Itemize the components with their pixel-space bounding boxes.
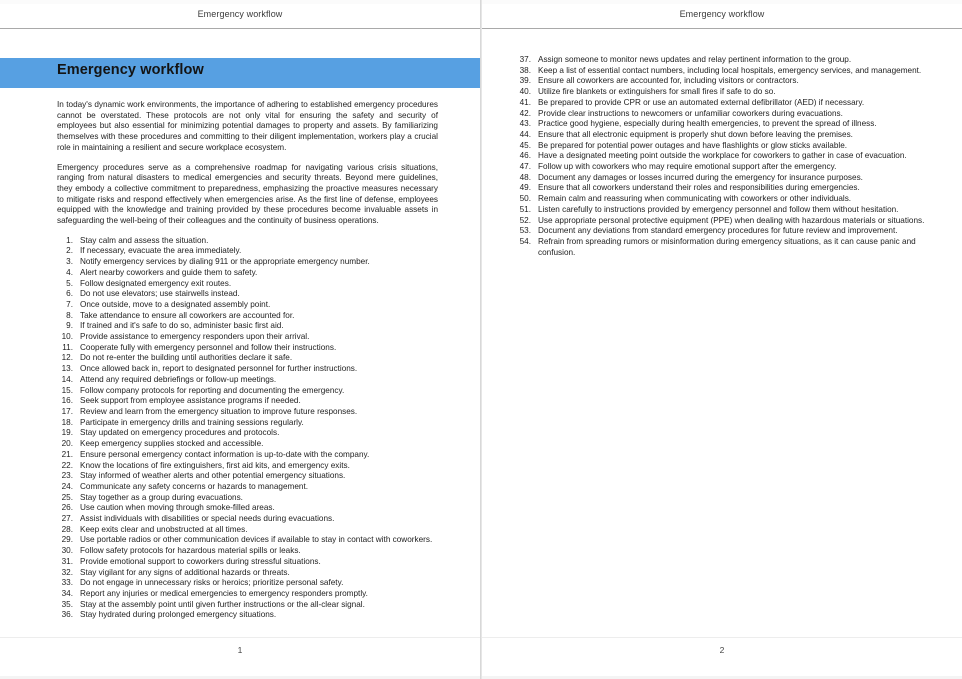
list-item bbox=[515, 216, 935, 227]
list-item-number: 19. bbox=[61, 428, 73, 438]
list-item bbox=[57, 493, 438, 504]
list-item bbox=[515, 87, 935, 98]
list-item-text: Do not use elevators; use stairwells instead. bbox=[80, 289, 240, 299]
list-item-number: 20. bbox=[61, 439, 73, 449]
list-item-number: 27. bbox=[61, 514, 73, 524]
header-rule bbox=[0, 28, 480, 29]
emergency-steps-list-page-1 bbox=[57, 236, 438, 621]
list-item-text: If trained and it's safe to do so, administer basic first aid. bbox=[80, 321, 284, 331]
list-item bbox=[57, 418, 438, 429]
list-item-text: Provide clear instructions to newcomers or unfamiliar coworkers during evacuations. bbox=[538, 108, 843, 118]
list-item-text: Keep a list of essential contact numbers, including local hospitals, emergency services, and management. bbox=[538, 65, 922, 75]
list-item bbox=[515, 130, 935, 141]
list-item bbox=[515, 66, 935, 77]
list-item-number: 48. bbox=[519, 172, 531, 182]
list-item-text: Provide assistance to emergency responders upon their arrival. bbox=[80, 332, 310, 342]
list-item bbox=[57, 268, 438, 279]
list-item-text: Use portable radios or other communication devices if available to stay in contact with coworkers. bbox=[80, 535, 433, 545]
list-item-text: Stay hydrated during prolonged emergency situations. bbox=[80, 610, 277, 620]
page-number-1: 1 bbox=[237, 645, 243, 655]
list-item-text: Review and learn from the emergency situation to improve future responses. bbox=[80, 406, 358, 416]
list-item-text: Ensure personal emergency contact information is up-to-date with the company. bbox=[80, 449, 370, 459]
list-item-number: 32. bbox=[61, 567, 73, 577]
list-item-text: Be prepared for potential power outages and have flashlights or glow sticks available. bbox=[538, 140, 848, 150]
list-item-number: 21. bbox=[61, 449, 73, 459]
list-item-number: 18. bbox=[61, 417, 73, 427]
running-header-text: Emergency workflow bbox=[679, 9, 765, 19]
list-item-text: Seek support from employee assistance programs if needed. bbox=[80, 396, 301, 406]
header-rule bbox=[482, 28, 962, 29]
list-item-text: Participate in emergency drills and training sessions regularly. bbox=[80, 417, 304, 427]
list-item-number: 15. bbox=[61, 385, 73, 395]
list-item-text: Stay informed of weather alerts and other potential emergency situations. bbox=[80, 471, 346, 481]
list-item bbox=[515, 226, 935, 237]
intro-paragraph-2: Emergency procedures serve as a comprehensive roadmap for navigating various crisis situations, ranging from natural disasters to medical emergencies and security threats. Beyond mere guidelines, they embody a collective commitment to preparedness, emphasizing the proactive measures necessary to mitigate risks and respond effectively when emergencies arise. As the first line of defense, employees equipped with the knowledge and training provided by these procedures become invaluable assets in safeguarding the well-being of their colleagues and the continuity of business operations. bbox=[57, 162, 438, 226]
list-item-text: Ensure all coworkers are accounted for, including visitors or contractors. bbox=[538, 76, 799, 86]
list-item bbox=[57, 482, 438, 493]
list-item bbox=[57, 471, 438, 482]
list-item-text: Document any damages or losses incurred during the emergency for insurance purposes. bbox=[538, 172, 863, 182]
list-item-text: Stay updated on emergency procedures and protocols. bbox=[80, 428, 280, 438]
list-item-number: 3. bbox=[66, 257, 73, 267]
list-item-number: 5. bbox=[66, 278, 73, 288]
list-item-text: Document any deviations from standard emergency procedures for future review and improvement. bbox=[538, 226, 898, 236]
list-item-number: 37. bbox=[519, 55, 531, 64]
list-item-number: 8. bbox=[66, 310, 73, 320]
list-item bbox=[515, 151, 935, 162]
list-item-text: Stay vigilant for any signs of additional hazards or threats. bbox=[80, 567, 290, 577]
list-item bbox=[57, 450, 438, 461]
list-item-number: 26. bbox=[61, 503, 73, 513]
list-item-text: Cooperate fully with emergency personnel and follow their instructions. bbox=[80, 342, 337, 352]
list-item bbox=[515, 173, 935, 184]
running-header-page-1 bbox=[0, 0, 480, 22]
list-item bbox=[57, 535, 438, 546]
list-item-number: 46. bbox=[519, 151, 531, 161]
list-item-number: 35. bbox=[61, 599, 73, 609]
list-item bbox=[57, 386, 438, 397]
list-item-number: 52. bbox=[519, 215, 531, 225]
list-item-number: 24. bbox=[61, 481, 73, 491]
list-item-text: Provide emotional support to coworkers during stressful situations. bbox=[80, 556, 321, 566]
page-number-2: 2 bbox=[719, 645, 725, 655]
list-item-text: Practice good hygiene, especially during health emergencies, to prevent the spread of illness. bbox=[538, 119, 877, 129]
list-item bbox=[515, 162, 935, 173]
list-item-text: Follow up with coworkers who may require emotional support after the emergency. bbox=[538, 162, 837, 172]
list-item-text: Keep exits clear and unobstructed at all times. bbox=[80, 524, 248, 534]
list-item bbox=[57, 578, 438, 589]
list-item-number: 25. bbox=[61, 492, 73, 502]
page-title: Emergency workflow bbox=[57, 62, 204, 78]
list-item bbox=[57, 525, 438, 536]
list-item-number: 51. bbox=[519, 204, 531, 214]
list-item bbox=[57, 364, 438, 375]
list-item-text: Follow safety protocols for hazardous material spills or leaks. bbox=[80, 546, 301, 556]
list-item bbox=[515, 55, 935, 66]
list-item-number: 1. bbox=[66, 235, 73, 245]
list-item-text: Have a designated meeting point outside the workplace for coworkers to gather in case of evacuation. bbox=[538, 151, 907, 161]
list-item-number: 38. bbox=[519, 65, 531, 75]
list-item-text: Assist individuals with disabilities or special needs during evacuations. bbox=[80, 514, 335, 524]
list-item bbox=[57, 461, 438, 472]
list-item bbox=[57, 514, 438, 525]
footer-rule bbox=[482, 637, 962, 638]
list-item bbox=[515, 183, 935, 194]
list-item-number: 2. bbox=[66, 246, 73, 256]
list-item-number: 43. bbox=[519, 119, 531, 129]
list-item-number: 17. bbox=[61, 406, 73, 416]
list-item bbox=[57, 311, 438, 322]
list-item-text: Follow designated emergency exit routes. bbox=[80, 278, 232, 288]
list-item-text: Use caution when moving through smoke-filled areas. bbox=[80, 503, 275, 513]
list-item-number: 33. bbox=[61, 578, 73, 588]
emergency-steps-list-page-2 bbox=[515, 55, 935, 258]
list-item-number: 23. bbox=[61, 471, 73, 481]
list-item bbox=[57, 546, 438, 557]
list-item-text: Once outside, move to a designated assembly point. bbox=[80, 299, 271, 309]
list-item bbox=[57, 300, 438, 311]
list-item-text: Refrain from spreading rumors or misinformation during emergency situations, as it can cause panic and confusion. bbox=[538, 236, 916, 257]
list-item-text: Do not re-enter the building until authorities declare it safe. bbox=[80, 353, 293, 363]
list-item bbox=[57, 321, 438, 332]
list-item-number: 47. bbox=[519, 162, 531, 172]
list-item-number: 31. bbox=[61, 556, 73, 566]
list-item-text: Ensure that all coworkers understand their roles and responsibilities during emergencies. bbox=[538, 183, 860, 193]
list-item bbox=[57, 353, 438, 364]
list-item-text: Remain calm and reassuring when communicating with coworkers or other individuals. bbox=[538, 194, 852, 204]
list-item-text: Keep emergency supplies stocked and accessible. bbox=[80, 439, 264, 449]
running-header-page-2 bbox=[482, 0, 962, 22]
list-item-number: 11. bbox=[62, 342, 73, 352]
list-item-text: Notify emergency services by dialing 911 or the appropriate emergency number. bbox=[80, 257, 370, 267]
list-item bbox=[57, 439, 438, 450]
list-item bbox=[57, 600, 438, 611]
list-item-number: 49. bbox=[519, 183, 531, 193]
list-item-text: Ensure that all electronic equipment is properly shut down before leaving the premises. bbox=[538, 129, 853, 139]
list-item-number: 22. bbox=[61, 460, 73, 470]
list-item-text: Attend any required debriefings or follow-up meetings. bbox=[80, 374, 277, 384]
list-item-number: 44. bbox=[519, 129, 531, 139]
list-item bbox=[57, 236, 438, 247]
list-item bbox=[57, 557, 438, 568]
list-item-text: Know the locations of fire extinguishers, first aid kits, and emergency exits. bbox=[80, 460, 350, 470]
list-item-text: Use appropriate personal protective equipment (PPE) when dealing with hazardous materials or situations. bbox=[538, 215, 925, 225]
list-item bbox=[515, 119, 935, 130]
list-item-number: 12. bbox=[61, 353, 73, 363]
list-item-text: If necessary, evacuate the area immediately. bbox=[80, 246, 242, 256]
list-item bbox=[57, 257, 438, 268]
list-item-text: Report any injuries or medical emergencies to emergency responders promptly. bbox=[80, 588, 368, 598]
list-item-number: 39. bbox=[519, 76, 531, 86]
page-2 bbox=[481, 0, 962, 679]
list-item-number: 40. bbox=[519, 87, 531, 97]
list-item-text: Take attendance to ensure all coworkers are accounted for. bbox=[80, 310, 295, 320]
list-item bbox=[515, 141, 935, 152]
list-item-number: 10. bbox=[61, 332, 73, 342]
list-item-number: 50. bbox=[519, 194, 531, 204]
list-item bbox=[57, 407, 438, 418]
list-item-number: 45. bbox=[519, 140, 531, 150]
list-item-number: 54. bbox=[519, 236, 531, 246]
list-item-number: 6. bbox=[66, 289, 73, 299]
intro-paragraph-1: In today's dynamic work environments, the importance of adhering to established emergency procedures cannot be overstated. These protocols are not only vital for ensuring the safety and security of employees but also essential for minimizing potential damages to property and assets. By familiarizing themselves with these procedures and committing to their diligent implementation, workers play a crucial role in maintaining a resilient and secure workplace ecosystem. bbox=[57, 100, 438, 152]
page-2-content bbox=[515, 55, 935, 258]
list-item bbox=[515, 98, 935, 109]
list-item bbox=[515, 237, 935, 258]
footer-rule bbox=[0, 637, 480, 638]
list-item bbox=[515, 194, 935, 205]
list-item-number: 29. bbox=[61, 535, 73, 545]
list-item-text: Stay at the assembly point until given further instructions or the all-clear signal. bbox=[80, 599, 365, 609]
list-item-number: 53. bbox=[519, 226, 531, 236]
list-item-text: Stay together as a group during evacuations. bbox=[80, 492, 243, 502]
list-item bbox=[515, 205, 935, 216]
list-item-number: 16. bbox=[61, 396, 73, 406]
list-item bbox=[57, 375, 438, 386]
list-item-text: Alert nearby coworkers and guide them to safety. bbox=[80, 267, 258, 277]
list-item bbox=[57, 589, 438, 600]
list-item-text: Communicate any safety concerns or hazards to management. bbox=[80, 481, 308, 491]
list-item-number: 36. bbox=[61, 610, 73, 620]
list-item-number: 30. bbox=[61, 546, 73, 556]
list-item-number: 13. bbox=[61, 364, 73, 374]
list-item-text: Stay calm and assess the situation. bbox=[80, 235, 209, 245]
list-item-text: Follow company protocols for reporting and documenting the emergency. bbox=[80, 385, 345, 395]
list-item bbox=[57, 428, 438, 439]
list-item-number: 14. bbox=[61, 374, 73, 384]
list-item bbox=[57, 343, 438, 354]
list-item bbox=[57, 279, 438, 290]
list-item bbox=[57, 503, 438, 514]
running-header-text: Emergency workflow bbox=[197, 9, 283, 19]
list-item-number: 41. bbox=[519, 97, 531, 107]
list-item-number: 7. bbox=[66, 299, 73, 309]
list-item bbox=[57, 332, 438, 343]
list-item-number: 28. bbox=[61, 524, 73, 534]
list-item-number: 4. bbox=[66, 267, 73, 277]
list-item bbox=[57, 396, 438, 407]
list-item-text: Do not engage in unnecessary risks or heroics; prioritize personal safety. bbox=[80, 578, 344, 588]
list-item-text: Once allowed back in, report to designated personnel for further instructions. bbox=[80, 364, 358, 374]
list-item-number: 34. bbox=[61, 588, 73, 598]
list-item bbox=[57, 610, 438, 621]
list-item-text: Utilize fire blankets or extinguishers for small fires if safe to do so. bbox=[538, 87, 776, 97]
page-1-content bbox=[57, 100, 438, 621]
list-item bbox=[57, 246, 438, 257]
list-item bbox=[515, 76, 935, 87]
list-item-text: Be prepared to provide CPR or use an automated external defibrillator (AED) if necessary. bbox=[538, 97, 865, 107]
list-item-text: Listen carefully to instructions provided by emergency personnel and follow them without hesitation. bbox=[538, 204, 899, 214]
list-item bbox=[515, 109, 935, 120]
list-item bbox=[57, 568, 438, 579]
list-item-text: Assign someone to monitor news updates and relay pertinent information to the group. bbox=[538, 55, 852, 64]
list-item bbox=[57, 289, 438, 300]
list-item-number: 42. bbox=[519, 108, 531, 118]
list-item-number: 9. bbox=[66, 321, 73, 331]
